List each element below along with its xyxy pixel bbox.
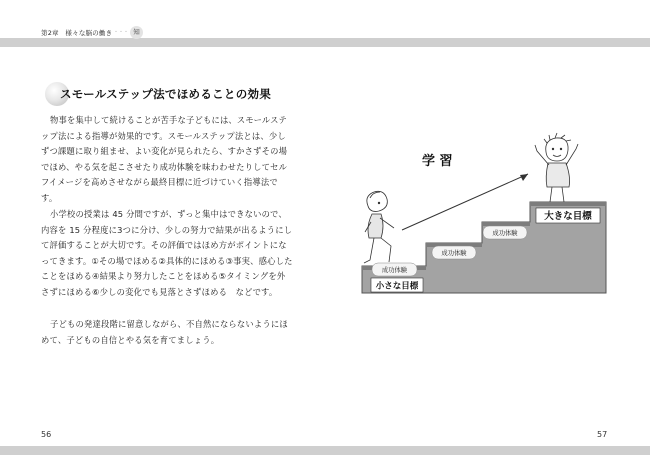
header-band (0, 38, 650, 47)
body-paragraph-1: 物事を集中して続けることが苦手な子どもには、スモールステップ法による指導が効果的です。スモールステップ法とは、少しずつ課題に取り組ませ、よい変化が見られたら、すかさずその場でほめ、やる気を起こさせたり成功体験を味わわせたりしてセルフイメージを高めさせながら最終目標に近づけていく指導法です。 (41, 115, 288, 203)
step-label-3: 成功体験 (492, 230, 518, 237)
step-label-1: 成功体験 (381, 267, 408, 274)
step-top-tread (530, 202, 606, 206)
body-paragraph-2: 小学校の授業は 45 分間ですが、ずっと集中はできないので、内容を 15 分程度に3つに分け、少しの努力で結果が出るようにして評価することが大切です。その評価ではほめ方がポイントになってきます。①その場でほめる②具体的にほめる③事実、感心したことをほめる④結果より努力したことをほめる⑤タイミングを外さずにほめる⑥少しの変化でも見落とさずほめる などです。 (41, 209, 293, 297)
staircase-illustration (340, 118, 610, 298)
chapter-icon: 知 (130, 26, 143, 39)
section-title: スモールステップ法でほめることの効果 (60, 87, 272, 101)
study-label: 学 習 (422, 154, 453, 169)
page-number-right: 57 (597, 430, 608, 439)
chapter-title: 第2章 様々な脳の働き (41, 29, 113, 37)
header-dots: ・・・ (113, 29, 129, 36)
climbing-child-figure (364, 191, 394, 263)
footer-band (0, 446, 650, 455)
step-label-2: 成功体験 (441, 250, 467, 257)
step-tread-3 (482, 222, 530, 226)
bottom-goal-label: 小さな目標 (375, 281, 419, 292)
cheering-child-figure (535, 133, 578, 202)
top-goal-label: 大きな目標 (544, 211, 592, 222)
body-paragraph-3: 子どもの発達段階に留意しながら、不自然にならないようにほめて、子どもの自信とやる気を育てましょう。 (41, 319, 288, 345)
page-number-left: 56 (41, 430, 52, 439)
